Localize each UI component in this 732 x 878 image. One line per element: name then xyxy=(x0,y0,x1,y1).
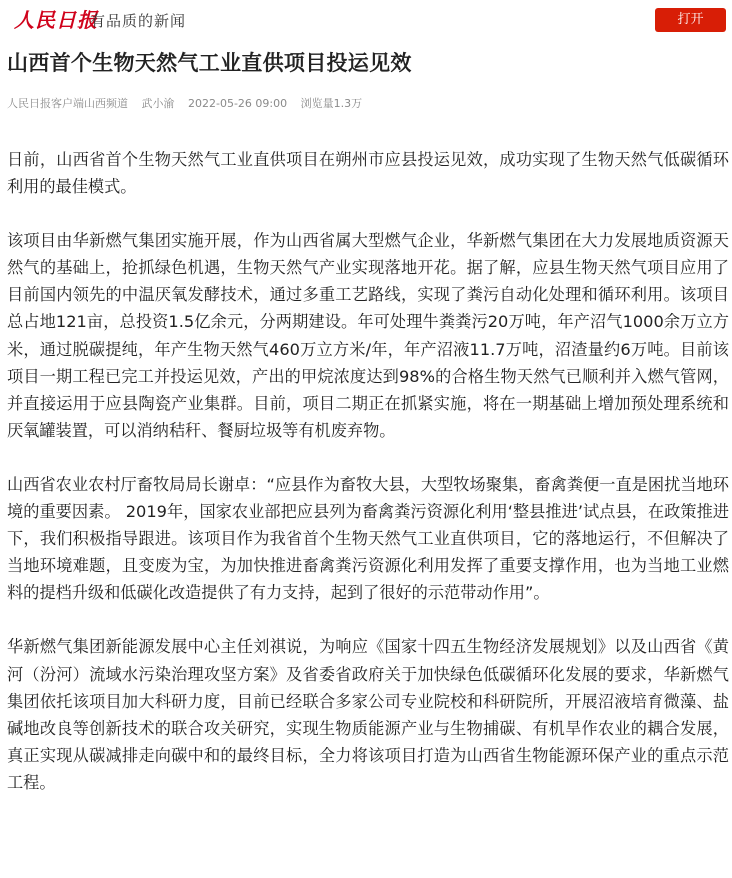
brand-logo[interactable]: 人民日报 xyxy=(14,8,98,32)
article-datetime: 2022-05-26 09:00 xyxy=(188,97,288,110)
article-views: 浏览量1.3万 xyxy=(300,97,363,110)
article-paragraph: 山西省农业农村厅畜牧局局长谢卓：“应县作为畜牧大县，大型牧场聚集，畜禽粪便一直是困扰当地环境的重要因素。 2019年，国家农业部把应县列为畜禽粪污资源化利用‘整县推进’试点县，在政策推进下，我们积极指导跟进。该项目作为我省首个生物天然气工业直供项目，它的落地运行，不但解决了当地环境难题，且变废为宝，为加快推进畜禽粪污资源化利用发挥了重要支撑作用，也为当地工业燃料的提档升级和低碳化改造提供了有力支持，起到了很好的示范带动作用”。 xyxy=(7,474,729,603)
open-app-button[interactable]: 打开 xyxy=(655,8,726,32)
article-title: 山西首个生物天然气工业直供项目投运见效 xyxy=(7,51,412,75)
article-source: 人民日报客户端山西频道 xyxy=(7,97,128,110)
top-bar xyxy=(0,0,732,40)
article-body xyxy=(7,146,729,823)
article-author: 武小渝 xyxy=(141,97,175,110)
brand-slogan: 有品质的新闻 xyxy=(90,12,187,30)
article-paragraph: 华新燃气集团新能源发展中心主任刘祺说，为响应《国家十四五生物经济发展规划》以及山西省《黄河（汾河）流域水污染治理攻坚方案》及省委省政府关于加快绿色低碳循环化发展的要求，华新燃气集团依托该项目加大科研力度，目前已经联合多家公司专业院校和科研院所，开展沼液培育微藻、盐碱地改良等创新技术的联合攻关研究，实现生物质能源产业与生物捕碳、有机旱作农业的耦合发展，真正实现从碳减排走向碳中和的最终目标，全力将该项目打造为山西省生物能源环保产业的重点示范工程。 xyxy=(7,637,729,792)
article-meta xyxy=(7,96,372,112)
article-paragraph: 该项目由华新燃气集团实施开展，作为山西省属大型燃气企业，华新燃气集团在大力发展地质资源天然气的基础上，抢抓绿色机遇，生物天然气产业实现落地开花。据了解，应县生物天然气项目应用了目前国内领先的中温厌氧发酵技术，通过多重工艺路线，实现了粪污自动化处理和循环利用。该项目总占地121亩，总投资1.5亿余元，分两期建设。年可处理牛粪粪污20万吨，年产沼气1000余万立方米，通过脱碳提纯，年产生物天然气460万立方米/年，年产沼液11.7万吨，沼渣量约6万吨。目前该项目一期工程已完工并投运见效，产出的甲烷浓度达到98%的合格生物天然气已顺利并入燃气管网，并直接运用于应县陶瓷产业集群。目前，项目二期正在抓紧实施，将在一期基础上增加预处理系统和厌氧罐装置，可以消纳秸秆、餐厨垃圾等有机废弃物。 xyxy=(7,231,729,440)
article-paragraph: 日前，山西省首个生物天然气工业直供项目在朔州市应县投运见效，成功实现了生物天然气低碳循环利用的最佳模式。 xyxy=(7,150,729,197)
